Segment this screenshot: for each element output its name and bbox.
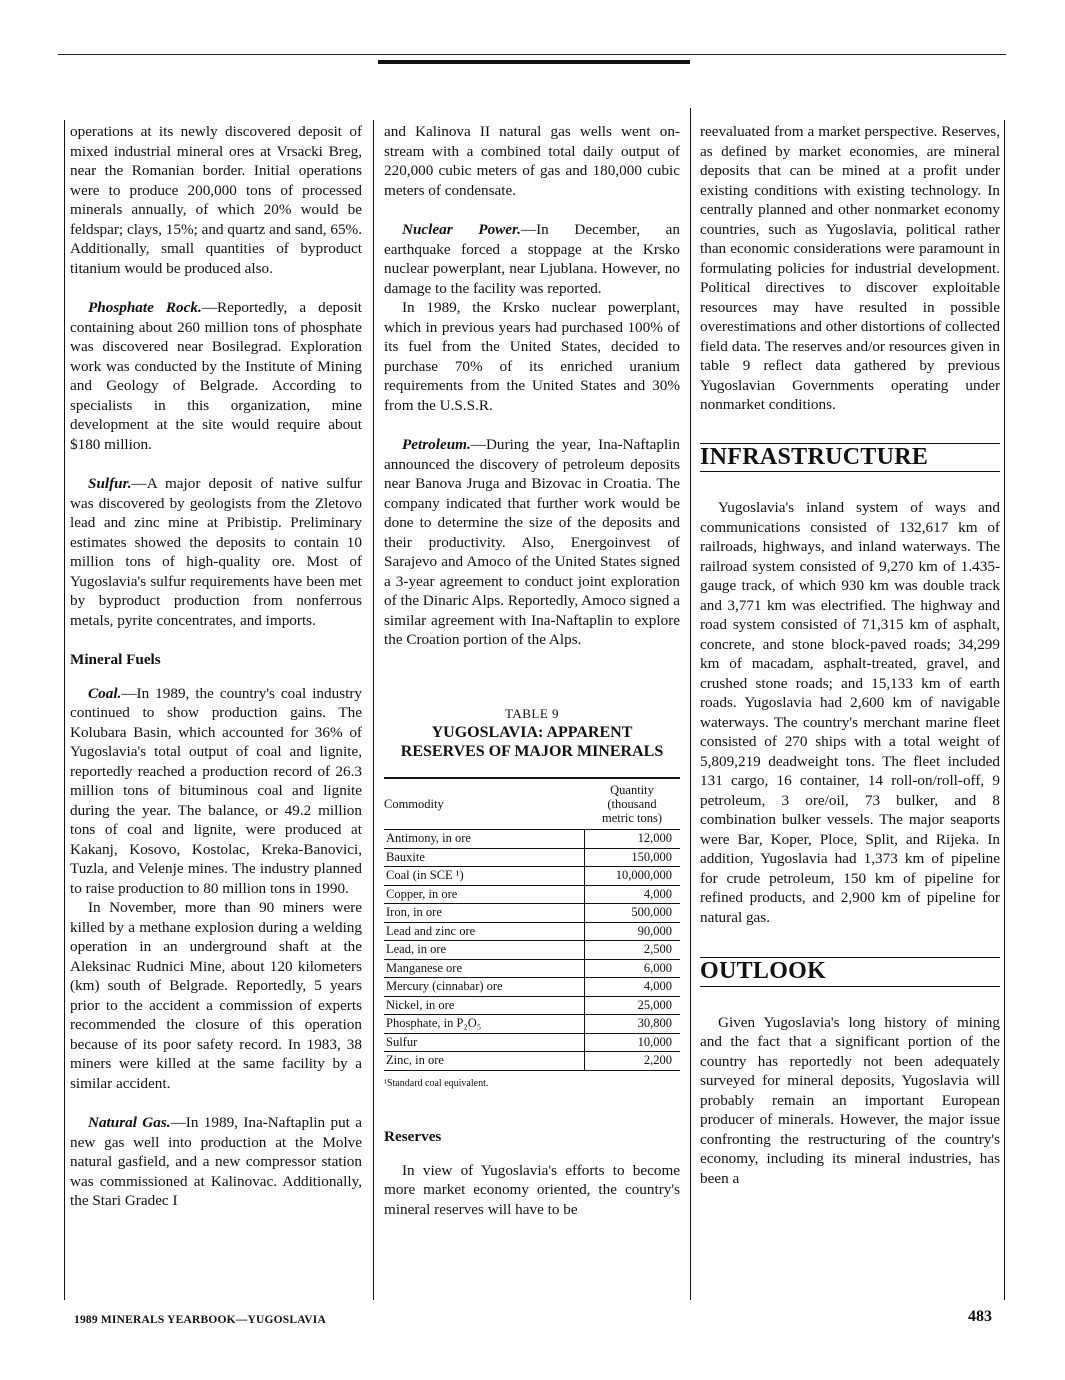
cell-quantity: 4,000 [584,885,680,904]
table-row [384,830,680,849]
table-footnote: ¹Standard coal equivalent. [384,1077,489,1089]
paragraph-aleksinac: In November, more than 90 miners were killed by a methane explosion during a welding operation in an underground shaft at the Aleksinac Rudnici Mine, about 120 kilometers (km) south of Belgrade. Reportedly, 5 years prior to the accident a commission of experts recommended the closure of this operation because of its poor safety record. In 1983, 38 miners were killed at the same facility by a similar accident. [70,899,362,1092]
column-1 [70,122,362,1211]
coal-body: —In 1989, the country's coal industry continued to show production gains. The Kolubara Basin, which accounted for 36% of Yugoslavia's total output of coal and lignite, reportedly reached a production record of 26.3 million tons of bituminous coal and lignite during the year. The balance, or 49.2 million tons of coal and lignite, were produced at Kakanj, Kosovo, Kostolac, Kreka-Banovici, Tuzla, and Velenje mines. The industry planned to raise production to 80 million tons in 1990. [70,684,362,897]
paragraph-kalinova: and Kalinova II natural gas wells went on-stream with a combined total daily output of 220,000 cubic meters of gas and 180,000 cubic meters of condensate. [384,123,680,199]
cell-commodity: Bauxite [384,848,584,867]
table-row [384,885,680,904]
section-outlook [700,957,1000,987]
header-commodity: Commodity [384,778,584,830]
cell-quantity: 4,000 [584,978,680,997]
cell-commodity: Copper, in ore [384,885,584,904]
paragraph-vrsacki: operations at its newly discovered deposit of mixed industrial mineral ores at Vrsacki Breg, near the Romanian border. Initial operations were to produce 200,000 tons of processed minerals annually, of which 20% would be feldspar; clays, 15%; and quartz and sand, 65%. Additionally, small quantities of byproduct titanium would be produced also. [70,123,362,277]
natural-gas-body: —In 1989, Ina-Naftaplin put a new gas well into production at the Molve natural gasfield, and a new compressor station was commissioned at Kalinovac. Additionally, the Stari Gradec I [70,1114,362,1209]
cell-quantity: 10,000 [584,1033,680,1052]
running-footer: 1989 MINERALS YEARBOOK—YUGOSLAVIA [74,1314,326,1326]
section-infrastructure [700,443,1000,473]
cell-quantity: 12,000 [584,830,680,849]
cell-quantity: 150,000 [584,848,680,867]
nuclear-body: —In December, an earthquake forced a stoppage at the Krsko nuclear powerplant, near Ljublana. However, no damage to the facility was reported. [384,221,680,297]
run-in-head-phosphate: Phosphate Rock. [88,299,202,316]
cell-commodity: Manganese ore [384,959,584,978]
header-quantity-line-2: (thousand [607,797,657,811]
cell-commodity: Phosphate, in P₂O₅ [384,1015,584,1034]
paragraph-infrastructure: Yugoslavia's inland system of ways and communications consisted of 132,617 km of railroads, highways, and inland waterways. The railroad system consisted of 9,270 km of 1.435-gauge track, of which 930 km was double track and 3,771 km was electrified. The highway and road system consisted of 71,315 km of asphalt, concrete, and stone block-paved roads; 34,299 km of macadam, asphalt-treated, gravel, and crushed stone roads; and 15,133 km of earth roads. Yugoslavia had 2,600 km of navigable waterways. The country's merchant marine fleet consisted of 270 ships with a total weight of 5,809,219 deadweight tons. The fleet included 131 cargo, 16 container, 14 roll-on/roll-off, 9 petroleum, 3 ore/oil, 73 bulker, and 8 combination bulker vessels. The major seaports were Bar, Koper, Ploce, Split, and Rijeka. In addition, Yugoslavia had 1,373 km of pipeline for crude petroleum, 150 km of pipeline for refined products, and 2,900 km of pipeline for natural gas. [700,499,1000,926]
table-row [384,1033,680,1052]
table-row [384,867,680,886]
subheading-reserves: Reserves [384,1128,442,1145]
page-number: 483 [968,1308,992,1325]
cell-quantity: 6,000 [584,959,680,978]
top-rule [58,54,1006,55]
paragraph-sulfur [70,474,362,630]
paragraph-nuclear [384,220,680,298]
cell-quantity: 2,200 [584,1052,680,1071]
cell-quantity: 30,800 [584,1015,680,1034]
table-title [384,723,680,761]
paragraph-outlook: Given Yugoslavia's long history of mining and the fact that a significant portion of the country has reportedly not been adequately surveyed for mineral deposits, Yugoslavia will probably remain an important European producer of minerals. However, the major issue confronting the restructuring of the country's economy, including its mineral industries, has been a [700,1013,1000,1187]
column-3 [700,122,1000,1188]
cell-quantity: 500,000 [584,904,680,923]
cell-quantity: 25,000 [584,996,680,1015]
header-quantity-line-1: Quantity [610,783,654,797]
table-row [384,996,680,1015]
section-rule-bottom [700,986,1000,987]
subheading-mineral-fuels: Mineral Fuels [70,651,161,668]
sulfur-body: —A major deposit of native sulfur was discovered by geologists from the Zletovo lead and zinc mine at Pribistip. Preliminary estimates showed the deposits to contain 10 million tons of high-quality ore. Most of Yugoslavia's sulfur requirements have been met by byproduct production from nonferrous metals, pyrite concentrates, and imports. [70,475,362,629]
column-rule-right [1004,120,1005,1300]
run-in-head-petroleum: Petroleum. [402,436,471,453]
table-row [384,1015,680,1034]
paragraph-natural-gas [70,1113,362,1211]
table-row [384,959,680,978]
phosphate-body: —Reportedly, a deposit containing about 260 million tons of phosphate was discovered near Bosilegrad. Exploration work was conducted by the Institute of Mining and Geology of Belgrade. According to specialists in this organization, mine development at the site would require about $180 million. [70,299,363,453]
run-in-head-coal: Coal. [88,684,122,702]
cell-commodity: Antimony, in ore [384,830,584,849]
header-quantity [584,778,680,830]
table-body [384,830,680,1071]
table-title-line-1: YUGOSLAVIA: APPARENT [431,724,633,741]
cell-commodity: Sulfur [384,1033,584,1052]
paragraph-reevaluated: reevaluated from a market perspective. Reserves, as defined by market economies, are mineral deposits that can be mined at a profit under existing conditions with existing technology. In centrally planned and other nonmarket economy countries, such as Yugoslavia, political rather than economic considerations were paramount in formulating policies for industrial development. Political directives to discover exploitable resources may have resulted in possible overestimations and other distortions of collected field data. The reserves and/or resources given in table 9 reflect data gathered by previous Yugoslavian Governments operating under nonmarket conditions. [700,123,1000,413]
table-row [384,1052,680,1071]
cell-commodity: Nickel, in ore [384,996,584,1015]
paragraph-petroleum [384,435,680,650]
paragraph-coal [70,684,362,899]
table-row [384,848,680,867]
cell-commodity: Zinc, in ore [384,1052,584,1071]
cell-commodity: Lead and zinc ore [384,922,584,941]
reserves-table-block [384,704,680,1094]
cell-commodity: Mercury (cinnabar) ore [384,978,584,997]
cell-commodity: Lead, in ore [384,941,584,960]
paragraph-phosphate [70,298,362,454]
cell-quantity: 2,500 [584,941,680,960]
cell-commodity: Coal (in SCE ¹) [384,867,584,886]
section-title-infrastructure: INFRASTRUCTURE [700,443,929,470]
table-row [384,904,680,923]
cell-quantity: 90,000 [584,922,680,941]
section-rule-bottom [700,471,1000,472]
reserves-table [384,777,680,1071]
run-in-head-natural-gas: Natural Gas. [88,1114,171,1131]
table-row [384,941,680,960]
table-row [384,978,680,997]
header-quantity-line-3: metric tons) [601,811,663,825]
column-rule-left [64,120,65,1300]
table-title-line-2: RESERVES OF MAJOR MINERALS [400,743,664,760]
cell-commodity: Iron, in ore [384,904,584,923]
paragraph-krsko: In 1989, the Krsko nuclear powerplant, which in previous years had purchased 100% of its fuel from the United States, decided to purchase 70% of its enriched uranium requirements from the United States and 30% from the U.S.S.R. [384,299,680,414]
run-in-head-sulfur: Sulfur. [88,475,132,492]
petroleum-body: —During the year, Ina-Naftaplin announced the discovery of petroleum deposits near Banova Jruga and Bizovac in Croatia. The company indicated that further work would be done to determine the size of the deposits and their productivity. Also, Energoinvest of Sarajevo and Amoco of the United States signed a 3-year agreement to conduct joint exploration of the Dinaric Alps. Reportedly, Amoco signed a similar agreement with Ina-Naftaplin to explore the Croation portion of the Alps. [384,436,680,648]
column-2 [384,122,680,1219]
top-rule-accent [378,60,690,64]
paragraph-reserves: In view of Yugoslavia's efforts to become more market economy oriented, the country's mineral reserves will have to be [384,1161,680,1218]
table-row [384,922,680,941]
column-rule-1 [373,120,374,1300]
column-rule-2 [690,108,691,1300]
table-label: TABLE 9 [504,705,560,721]
section-title-outlook: OUTLOOK [700,958,827,984]
cell-quantity: 10,000,000 [584,867,680,886]
run-in-head-nuclear: Nuclear Power. [402,221,521,238]
